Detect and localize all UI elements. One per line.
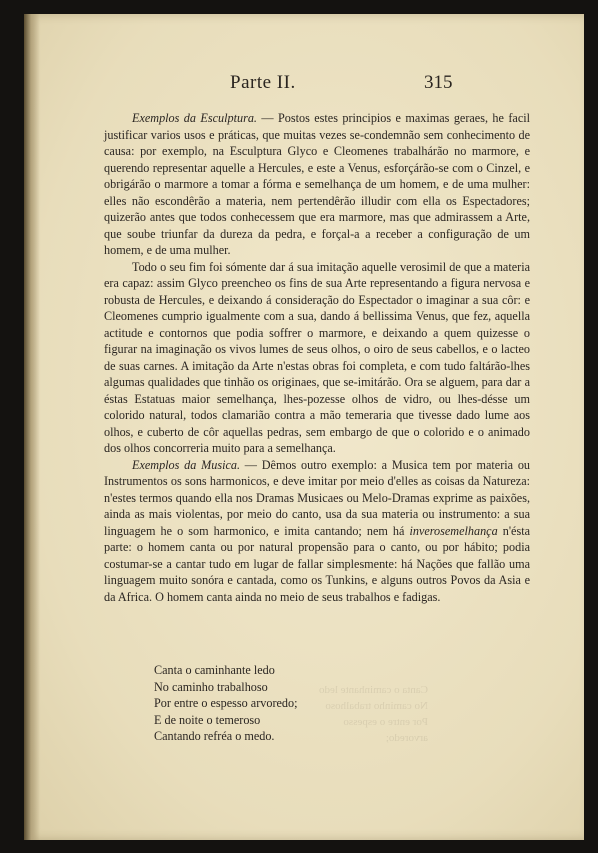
paragraph-text: — Postos estes principios e maximas geraes, he facil justificar varios usos e práticas, que muitas vezes se-condemnão sem conhecimento de causa: por exemplo, na Esculptura Glyco e Cleomenes trabalhárão no marmore, e querendo representar aquelle a Hercules, e este a Venus, esforçárão-se com o Cinzel, e obrigárão o marmore a tomar a fórma e semelhança de um homem, e de uma mulher: elles não escondêrão a materia, nem pertendêrão illudir com ella os Espectadores; quizerão antes que todos conhecessem que era marmore, mas que admirassem a Arte, que soube triunfar da dureza da pedra, e forçal-a a receber a configuração de um homem, e de uma mulher. [104, 111, 530, 257]
poem-line: Por entre o espesso arvoredo; [154, 696, 298, 710]
section-lead-music: Exemplos da Musica. [132, 457, 241, 472]
paragraph-text: — Dêmos outro exemplo: a Musica tem por materia ou Instrumentos os sons harmonicos, e deve imitar por meio d'elles as coisas da Natureza: n'estes termos quando ella nos Dramas Musicaes ou Melo-Dramas exprime as paixões, ainda as mais violentas, por meio do canto, usa da sua materia ou instrumento: a sua linguagem he o som harmonico, e imita cantando; nem há [104, 457, 531, 538]
paragraph-music [104, 457, 530, 606]
italic-term: inverosemelhança [409, 523, 498, 538]
paragraph-text: n'ésta parte: o homem canta ou por natural propensão para o canto, ou por hábito; podia costumar-se a cantar tudo em lugar de fallar simplesmente: há Nações que fallão uma linguagem muito sonóra e cantada, como os Tunkins, e alguns outros Povos da Asia e da Africa. O homem canta ainda no meio de seus trabalhos e fadigas. [104, 523, 530, 604]
show-through-text [308, 682, 428, 746]
poem-line: E de noite o temeroso [154, 712, 261, 727]
poem-line: No caminho trabalhoso [154, 679, 268, 694]
show-through-line: Canta o caminhante ledo [318, 684, 428, 696]
page-header [24, 72, 584, 102]
body-text [104, 110, 530, 605]
book-page [24, 14, 584, 840]
paragraph-imitation [104, 259, 530, 457]
page-number: 315 [424, 72, 453, 93]
poem-line: Canta o caminhante ledo [154, 663, 275, 677]
page-gutter [24, 14, 40, 840]
show-through-line: Por entre o espesso arvoredo; [343, 716, 428, 744]
paragraph-text: Todo o seu fim foi sómente dar á sua imitação aquelle verosimil de que a materia era capaz: assim Glyco preencheo os fins de sua Arte representando a figura nervosa e robusta de Hercules, e deixando á consideração do Espectador o imaginar a sua côr: e Cleomenes cumprio igualmente com a sua, dando á bellissima Venus, que fez, aquella actitude e contornos que podia soffrer o marmore, e deixando a quem quizesse o figurar na imaginação os vivos lumes de seus olhos, o oiro de seus cabellos, e o lacteo de suas carnes. A imitação da Arte n'estas obras foi completa, e com tudo faltárão-lhes algumas qualidades que tinhão os originaes, que se-imitárão. Ora se alguem, para dar a éstas Estatuas maior semelhança, lhes-pozesse olhos de vidro, ou lhes-désse um colorido natural, todos clamarião contra a mão temeraria que tivesse dado lume aos olhos, e cuberto de côr aquellas pedras, sem embargo de que o colorido e o animado dos olhos concorreria muito para a semelhança. [104, 259, 530, 455]
poem-line: Cantando refréa o medo. [154, 729, 275, 743]
paragraph-sculpture [104, 110, 530, 259]
running-title: Parte II. [230, 72, 296, 93]
section-lead-sculpture: Exemplos da Esculptura. [132, 111, 257, 125]
show-through-line: No caminho trabalhoso [325, 700, 428, 712]
